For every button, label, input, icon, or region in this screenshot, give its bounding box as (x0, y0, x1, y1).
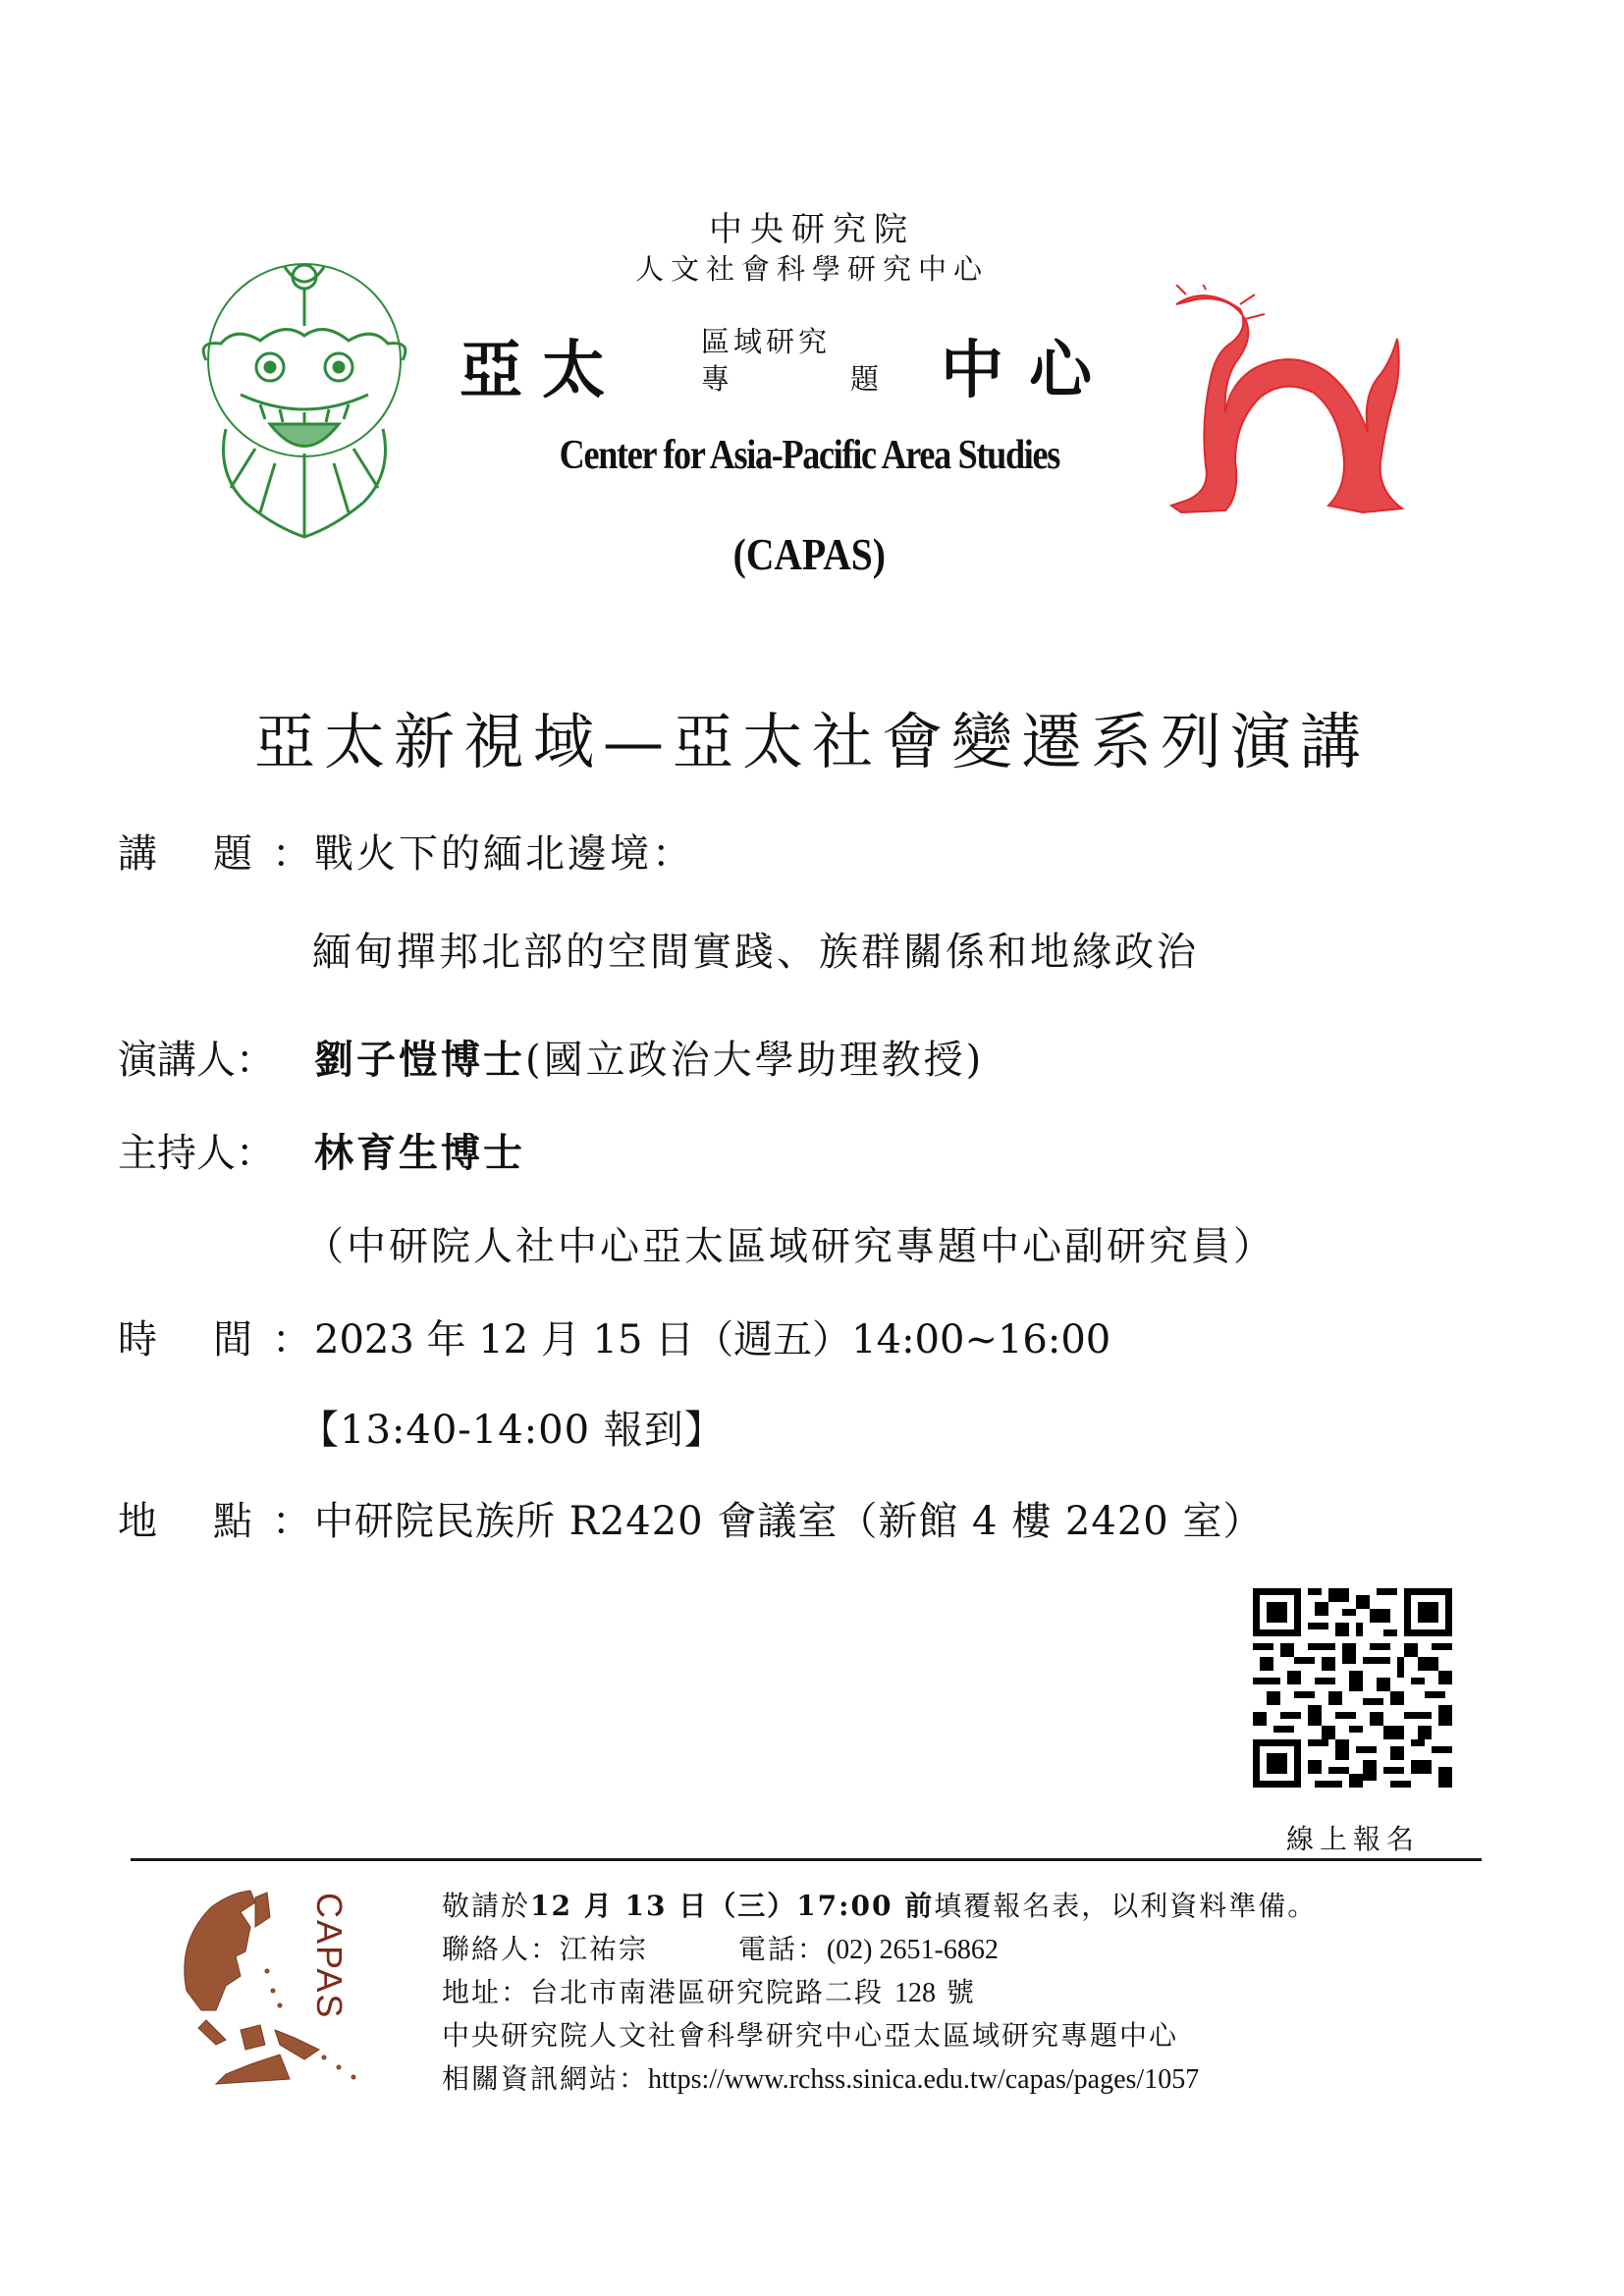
host-affiliation: （中研院人社中心亞太區域研究專題中心副研究員） (304, 1224, 1275, 1269)
research-center-name: 人文社會科學研究中心 (634, 252, 989, 286)
speaker-name: 劉子愷博士 (314, 1037, 525, 1083)
speaker-affiliation: (國立政治大學助理教授) (525, 1038, 985, 1083)
speaker-row (118, 1029, 984, 1085)
institution-name: 中央研究院 (709, 210, 915, 249)
website-line: 相關資訊網站：https://www.rchss.sinica.edu.tw/capas/pages/1057 (442, 2062, 1200, 2095)
topic-row (118, 823, 694, 879)
host-name: 林育生博士 (314, 1130, 525, 1176)
address-line: 地址：台北市南港區研究院路二段 128 號 (442, 1976, 976, 2008)
registration-deadline: 敬請於12 月 13 日（三）17:00 前填覆報名表，以利資料準備。 (442, 1890, 1318, 1922)
contact-phone: (02) 2651-6862 (826, 1935, 999, 1965)
footer-divider (131, 1858, 1482, 1861)
contact-name: 江祐宗 (560, 1933, 649, 1965)
place-row (118, 1490, 1263, 1546)
green-mask-emblem-icon (187, 257, 422, 542)
checkin-time: 【13:40-14:00 報到】 (299, 1408, 725, 1453)
time-label: 時 間 ： (118, 1317, 311, 1362)
english-center-abbr: (CAPAS) (732, 529, 886, 579)
center-name-special-right: 題 (850, 362, 880, 396)
host-row (118, 1122, 525, 1178)
center-name-special-left: 專 (701, 362, 731, 396)
organization-name: 中央研究院人文社會科學研究中心亞太區域研究專題中心 (442, 2019, 1179, 2052)
deadline-date: 12 月 13 日（三）17:00 前 (530, 1890, 935, 1922)
place-label: 地 點 ： (118, 1499, 311, 1544)
topic-line-2: 緬甸撣邦北部的空間實踐、族群關係和地緣政治 (312, 930, 1199, 975)
registration-qr-code-icon[interactable] (1253, 1588, 1452, 1788)
center-name-center: 中心 (941, 334, 1117, 407)
lecture-series-title: 亞太新視域—亞太社會變遷系列演講 (253, 706, 1370, 777)
time-value: 2023 年 12 月 15 日（週五）14:00~16:00 (314, 1317, 1111, 1362)
red-dragon-emblem-icon (1157, 285, 1417, 518)
contact-line: 聯絡人：江祐宗 電話：(02) 2651-6862 (442, 1933, 999, 1965)
english-center-name: Center for Asia-Pacific Area Studies (559, 433, 1060, 478)
topic-line-1: 戰火下的緬北邊境： (314, 831, 694, 877)
online-registration-label: 線上報名 (1286, 1823, 1421, 1855)
place-value: 中研院民族所 R2420 會議室（新館 4 樓 2420 室） (314, 1499, 1264, 1544)
capas-logo-text: CAPAS (309, 1893, 350, 2020)
website-link[interactable]: https://www.rchss.sinica.edu.tw/capas/pages/1057 (648, 2064, 1200, 2095)
time-row (118, 1308, 1110, 1364)
capas-globe-logo-icon (157, 1883, 388, 2094)
speaker-label: 演講人： (118, 1038, 275, 1083)
host-label: 主持人： (118, 1131, 275, 1176)
center-name-area-studies: 區域研究 (701, 325, 832, 358)
center-name-asia-pacific: 亞太 (460, 334, 624, 407)
topic-label: 講 題 ： (118, 831, 311, 877)
